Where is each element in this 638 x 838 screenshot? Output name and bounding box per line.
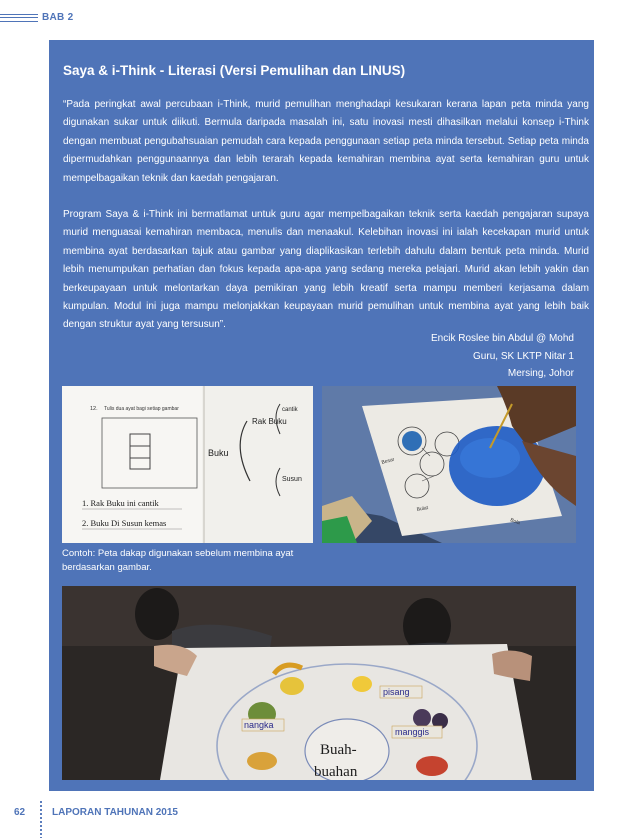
poster-center-word-1: Buah- <box>320 742 357 758</box>
worksheet-branch-top: Rak Buku <box>252 417 287 426</box>
paragraph-1: “Pada peringkat awal percubaan i-Think, murid pemulihan menghadapi kesukaran kerana lapan peta minda yang digunakan sukar untuk diikuti. Bermula daripada masalah ini, satu inovasi mesti dihasilkan melalui konsep i-Think dengan membuat pengubahsuaian pemudah cara kepada penggunaan setiap peta minda tersebut. Setiap peta minda dipermudahkan penggunaannya dan lebih terarah kepada kemahiran membina ayat serta kemahiran guru untuk mempelbagaikan teknik dan kaedah pengajaran. <box>63 99 589 184</box>
mindmap-photo <box>322 386 576 543</box>
page-number: 62 <box>14 807 26 818</box>
worksheet-sentence-1: 1. Rak Buku ini cantik <box>82 498 159 508</box>
panel-title: Saya & i-Think - Literasi (Versi Pemulihan dan LINUS) <box>63 63 406 78</box>
worksheet-photo <box>62 386 313 543</box>
paragraph-2: Program Saya & i-Think ini bermatlamat untuk guru agar mempelbagaikan teknik serta kaedah pengajaran supaya murid menguasai kemahiran membaca, menulis dan menaakul. Kelebihan inovasi ini ialah kecekapan murid untuk membina ayat berdasarkan tajuk atau gambar yang diaplikasikan terlebih dahulu dalam bentuk peta minda. Murid lebih menumpukan perhatian dan fokus kepada apa-apa yang sedang mereka pelajari. Murid akan lebih yakin dan berkeupayaan untuk melontarkan daya pemikiran yang lebih kreatif serta mampu memberi kerjasama dalam kumpulan. Modul ini juga mampu melonjakkan keupayaan murid pemulihan untuk membina ayat yang lebih baik dengan struktur ayat yang tersusun”. <box>63 209 589 331</box>
worksheet-root-word: Buku <box>208 448 229 458</box>
mindmap-label-1: Besar <box>380 456 396 466</box>
panel-body <box>63 96 589 353</box>
mindmap-drawing <box>322 386 576 543</box>
poster-fruit-label-3: manggis <box>395 727 430 737</box>
worksheet-branch-bottom-leaf: Susun <box>282 476 302 483</box>
mindmap-label-3: Bola <box>509 517 521 527</box>
worksheet-question-number: 12. <box>90 406 98 412</box>
footer-dots <box>40 800 42 838</box>
poster-fruit-label-1: pisang <box>383 687 410 697</box>
mindmap-label-2: Bulat <box>416 505 429 513</box>
worksheet-sentence-2: 2. Buku Di Susun kemas <box>82 518 167 528</box>
signature-block <box>431 330 574 383</box>
signature-position: Guru, SK LKTP Nitar 1 <box>473 350 574 362</box>
signature-location: Mersing, Johor <box>507 368 574 379</box>
poster-center-word-2: buahan <box>314 764 358 780</box>
photo-caption: Contoh: Peta dakap digunakan sebelum membina ayat berdasarkan gambar. <box>62 548 294 573</box>
chapter-rule <box>0 14 38 22</box>
poster-photo <box>62 586 576 780</box>
worksheet-drawing <box>62 386 313 543</box>
signature-name: Encik Roslee bin Abdul @ Mohd <box>430 333 574 344</box>
poster-fruit-label-2: nangka <box>244 720 274 730</box>
chapter-label: BAB 2 <box>42 12 74 23</box>
worksheet-instruction: Tulis dua ayat bagi setiap gambar <box>104 406 179 412</box>
poster-drawing <box>62 586 576 780</box>
worksheet-branch-top-leaf: cantik <box>282 407 298 413</box>
footer-title: LAPORAN TAHUNAN 2015 <box>52 807 178 818</box>
